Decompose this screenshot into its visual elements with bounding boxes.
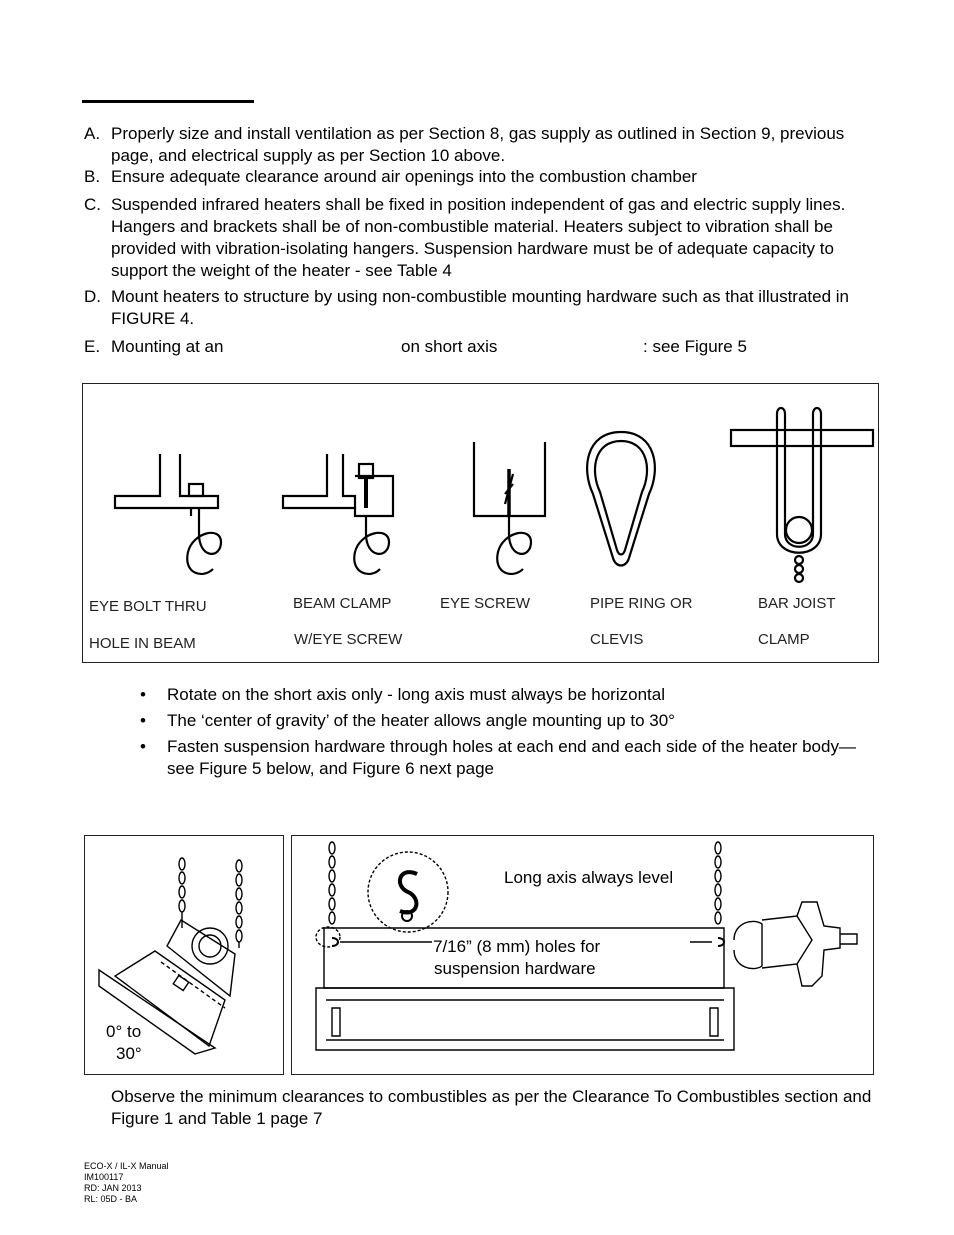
step-e-text-a: Mounting at an [111,337,224,356]
step-text: Ensure adequate clearance around air openings into the combustion chamber [111,167,697,186]
step-letter: B. [84,167,101,186]
holes-label-2: suspension hardware [434,959,596,978]
eye-screw-drawing [474,442,545,574]
label-eye-bolt-2: HOLE IN BEAM [89,635,196,652]
beam-clamp-drawing [283,454,393,574]
bullet-text: The ‘center of gravity’ of the heater allows angle mounting up to 30° [167,711,675,730]
step-letter: A. [84,124,101,143]
step-letter: C. [84,195,101,214]
step-text: Properly size and install ventilation as per Section 8, gas supply as outlined in Section 9, previous page, and electrical supply as per Section 10 above. [111,124,845,165]
footer [84,1161,169,1205]
step-d [84,286,874,330]
holes-label-1: 7/16” (8 mm) holes for [433,937,601,956]
step-text: Mount heaters to structure by using non-combustible mounting hardware such as that illustrated in FIGURE 4. [111,287,850,328]
step-b [84,166,874,188]
chain-right [715,842,721,924]
label-eye-screw: EYE SCREW [440,595,531,612]
step-text: Suspended infrared heaters shall be fixed in position independent of gas and electric supply lines. Hangers and brackets shall be of non-combustible material. Heaters subject to vibration shall be provided with vibration-isolating hangers. Suspension hardware must be of adequate capacity to support the weight of the heater - see Table 4 [111,195,846,280]
label-bar-joist-2: CLAMP [758,631,810,648]
chain-left [329,842,335,924]
step-e-text-c: : see Figure 5 [643,337,747,356]
bullet-dot: • [140,685,146,704]
chain-right [236,860,242,942]
label-eye-bolt-1: EYE BOLT THRU [89,598,207,615]
bullet-text: Fasten suspension hardware through holes at each end and each side of the heater body—see Figure 5 below, and Figure 6 next page [167,737,856,778]
long-axis-label: Long axis always level [504,868,674,887]
label-beam-clamp-1: BEAM CLAMP [293,595,392,612]
eye-bolt-drawing [115,454,221,574]
angle-label-1: 0° to [106,1022,142,1041]
bullet-dot: • [140,711,146,730]
figure-5-level-heater [291,835,874,1075]
angle-label-2: 30° [116,1044,142,1063]
label-bar-joist-1: BAR JOIST [758,595,836,612]
step-letter: D. [84,287,101,306]
footer-doc-id: IM100117 [84,1172,124,1182]
step-letter: E. [84,337,101,356]
figure-5-angled-heater [84,835,284,1075]
bullet-item [140,684,880,706]
label-beam-clamp-2: W/EYE SCREW [294,631,403,648]
section-heading-rule [82,100,254,103]
bullet-item [140,710,880,732]
footer-release-date: RD: JAN 2013 [84,1183,142,1193]
footer-revision: RL: 05D - BA [84,1194,138,1204]
bullet-text: Rotate on the short axis only - long axis must always be horizontal [167,685,665,704]
pipe-ring-drawing [587,432,655,566]
figure-4-hardware [82,383,879,663]
clearance-note: Observe the minimum clearances to combustibles as per the Clearance To Combustibles section and Figure 1 and Table 1 page 7 [111,1087,872,1128]
bar-joist-clamp-drawing [731,408,873,582]
bullet-item [140,736,880,780]
footer-manual: ECO-X / IL-X Manual [84,1161,169,1171]
label-pipe-ring-1: PIPE RING OR [590,595,693,612]
step-e-text-b: on short axis [401,337,498,356]
hardware-drawings [83,384,880,664]
step-c [84,194,874,282]
bullet-dot: • [140,737,146,756]
label-pipe-ring-2: CLEVIS [590,631,644,648]
step-a [84,123,874,167]
chain-left [179,858,185,912]
